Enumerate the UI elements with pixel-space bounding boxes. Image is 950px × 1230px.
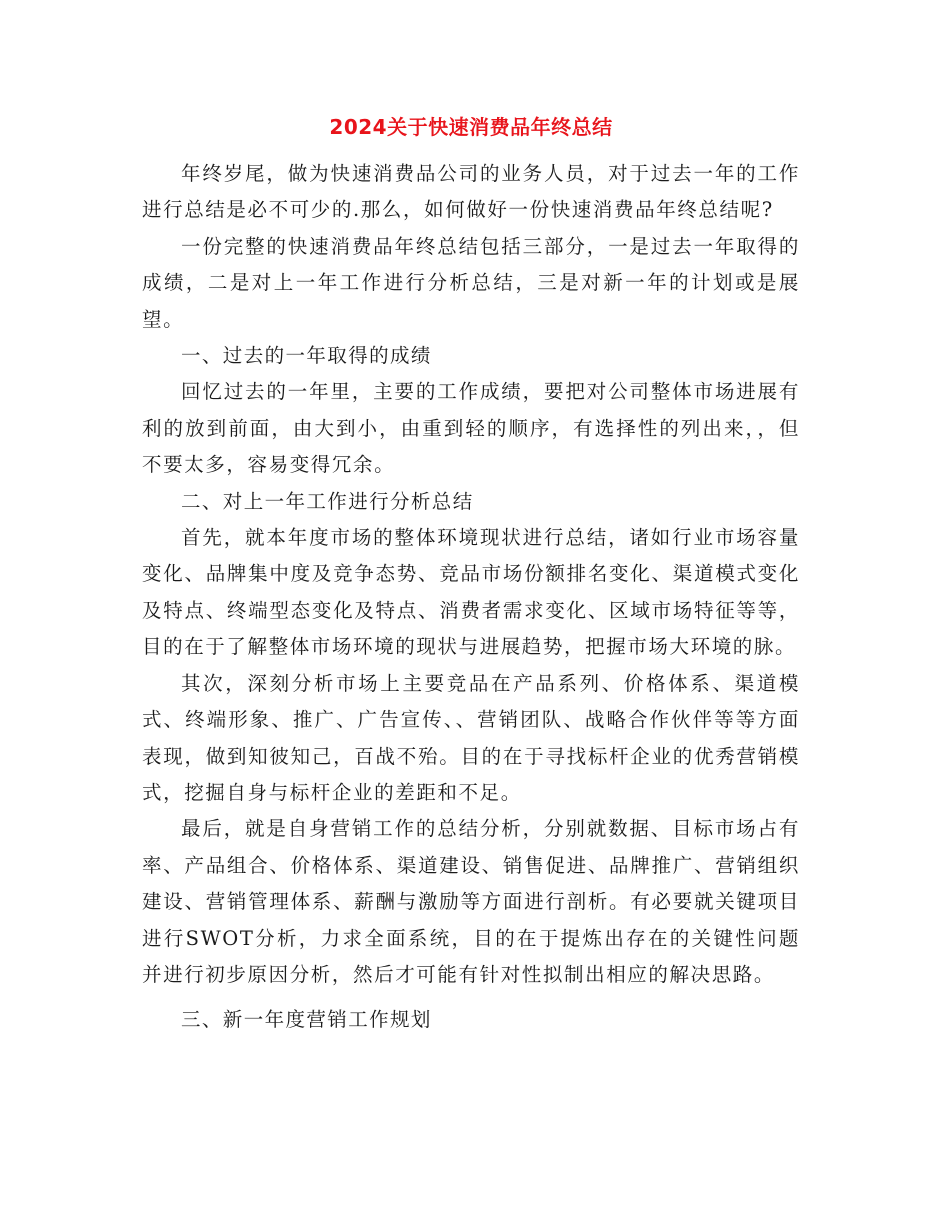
analysis-first-paragraph: 首先，就本年度市场的整体环境现状进行总结，诸如行业市场容量变化、品牌集中度及竞争态势、竞品市场份额排名变化、渠道模式变化及特点、终端型态变化及特点、消费者需求变化、区域市场特征等等，目的在于了解整体市场环境的现状与进展趋势，把握市场大环境的脉。 (142, 526, 800, 659)
structure-paragraph: 一份完整的快速消费品年终总结包括三部分，一是过去一年取得的成绩，二是对上一年工作进行分析总结，三是对新一年的计划或是展望。 (142, 234, 800, 331)
section-heading-plan: 三、新一年度营销工作规划 (181, 1008, 432, 1032)
document-title: 2024关于快速消费品年终总结 (329, 115, 613, 139)
section-heading-analysis: 二、对上一年工作进行分析总结 (181, 489, 474, 513)
achievements-paragraph: 回忆过去的一年里，主要的工作成绩，要把对公司整体市场进展有利的放到前面，由大到小，由重到轻的顺序，有选择性的列出来，，但不要太多，容易变得冗余。 (142, 380, 800, 477)
section-heading-achievements: 一、过去的一年取得的成绩 (181, 344, 432, 368)
analysis-last-paragraph: 最后，就是自身营销工作的总结分析，分别就数据、目标市场占有率、产品组合、价格体系、渠道建设、销售促进、品牌推广、营销组织建设、营销管理体系、薪酬与激励等方面进行剖析。有必要就关键项目进行SWOT分析，力求全面系统，目的在于提炼出存在的关键性问题并进行初步原因分析，然后才可能有针对性拟制出相应的解决思路。 (142, 817, 800, 986)
analysis-second-paragraph: 其次，深刻分析市场上主要竞品在产品系列、价格体系、渠道模式、终端形象、推广、广告宣传、、营销团队、战略合作伙伴等等方面表现，做到知彼知己，百战不殆。目的在于寻找标杆企业的优秀营销模式，挖掘自身与标杆企业的差距和不足。 (142, 671, 800, 804)
intro-paragraph: 年终岁尾，做为快速消费品公司的业务人员，对于过去一年的工作进行总结是必不可少的.那么，如何做好一份快速消费品年终总结呢? (142, 162, 800, 222)
